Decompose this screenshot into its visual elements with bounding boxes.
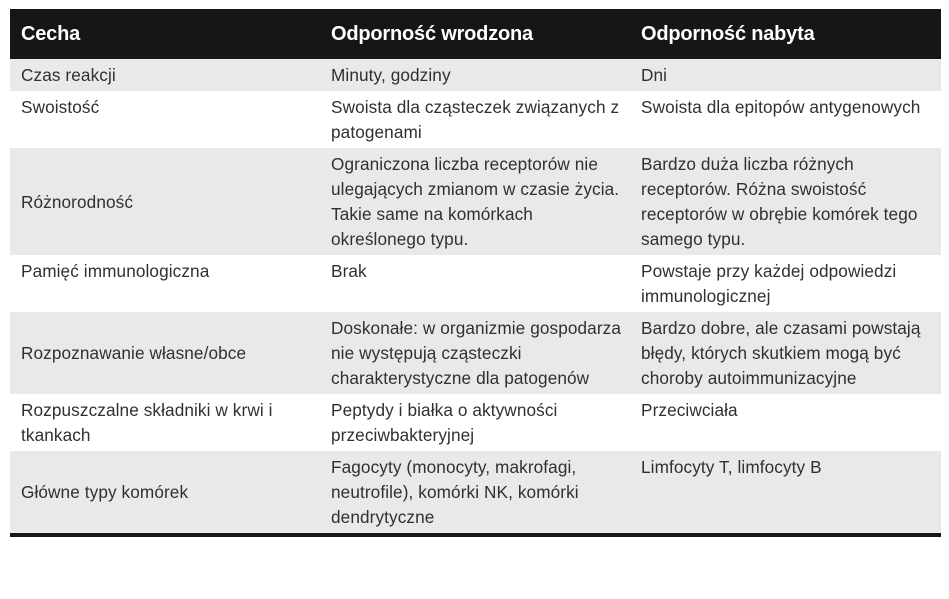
acquired-cell: Dni (630, 59, 941, 91)
table-row (10, 394, 941, 451)
acquired-cell: Limfocyty T, limfocyty B (630, 451, 941, 533)
acquired-cell: Powstaje przy każdej odpowiedzi immunologicznej (630, 255, 941, 312)
feature-cell: Pamięć immunologiczna (10, 255, 320, 312)
acquired-cell: Swoista dla epitopów antygenowych (630, 91, 941, 148)
innate-cell: Fagocyty (monocyty, makrofagi, neutrofile), komórki NK, komórki dendrytyczne (320, 451, 630, 533)
table-row (10, 59, 941, 91)
feature-cell: Rozpuszczalne składniki w krwi i tkankach (10, 394, 320, 451)
feature-cell: Różnorodność (10, 148, 320, 255)
header-feature: Cecha (10, 9, 320, 59)
feature-cell: Główne typy komórek (10, 451, 320, 533)
feature-cell: Rozpoznawanie własne/obce (10, 312, 320, 394)
table-bottom-rule (10, 533, 941, 537)
comparison-table-container (10, 9, 941, 537)
acquired-cell: Bardzo duża liczba różnych receptorów. Różna swoistość receptorów w obrębie komórek tego samego typu. (630, 148, 941, 255)
innate-cell: Doskonałe: w organizmie gospodarza nie występują cząsteczki charakterystyczne dla patogenów (320, 312, 630, 394)
acquired-cell: Przeciwciała (630, 394, 941, 451)
table-row (10, 91, 941, 148)
header-acquired-immunity: Odporność nabyta (630, 9, 941, 59)
table-row (10, 255, 941, 312)
acquired-cell: Bardzo dobre, ale czasami powstają błędy, których skutkiem mogą być choroby autoimmunizacyjne (630, 312, 941, 394)
header-row (10, 9, 941, 59)
table-body (10, 59, 941, 533)
table-row (10, 148, 941, 255)
innate-cell: Swoista dla cząsteczek związanych z patogenami (320, 91, 630, 148)
innate-cell: Brak (320, 255, 630, 312)
header-innate-immunity: Odporność wrodzona (320, 9, 630, 59)
table-row (10, 312, 941, 394)
innate-cell: Peptydy i białka o aktywności przeciwbakteryjnej (320, 394, 630, 451)
innate-cell: Ograniczona liczba receptorów nie ulegających zmianom w czasie życia. Takie same na komórkach określonego typu. (320, 148, 630, 255)
feature-cell: Swoistość (10, 91, 320, 148)
innate-cell: Minuty, godziny (320, 59, 630, 91)
immunity-comparison-table (10, 9, 941, 533)
feature-cell: Czas reakcji (10, 59, 320, 91)
table-header (10, 9, 941, 59)
table-row (10, 451, 941, 533)
